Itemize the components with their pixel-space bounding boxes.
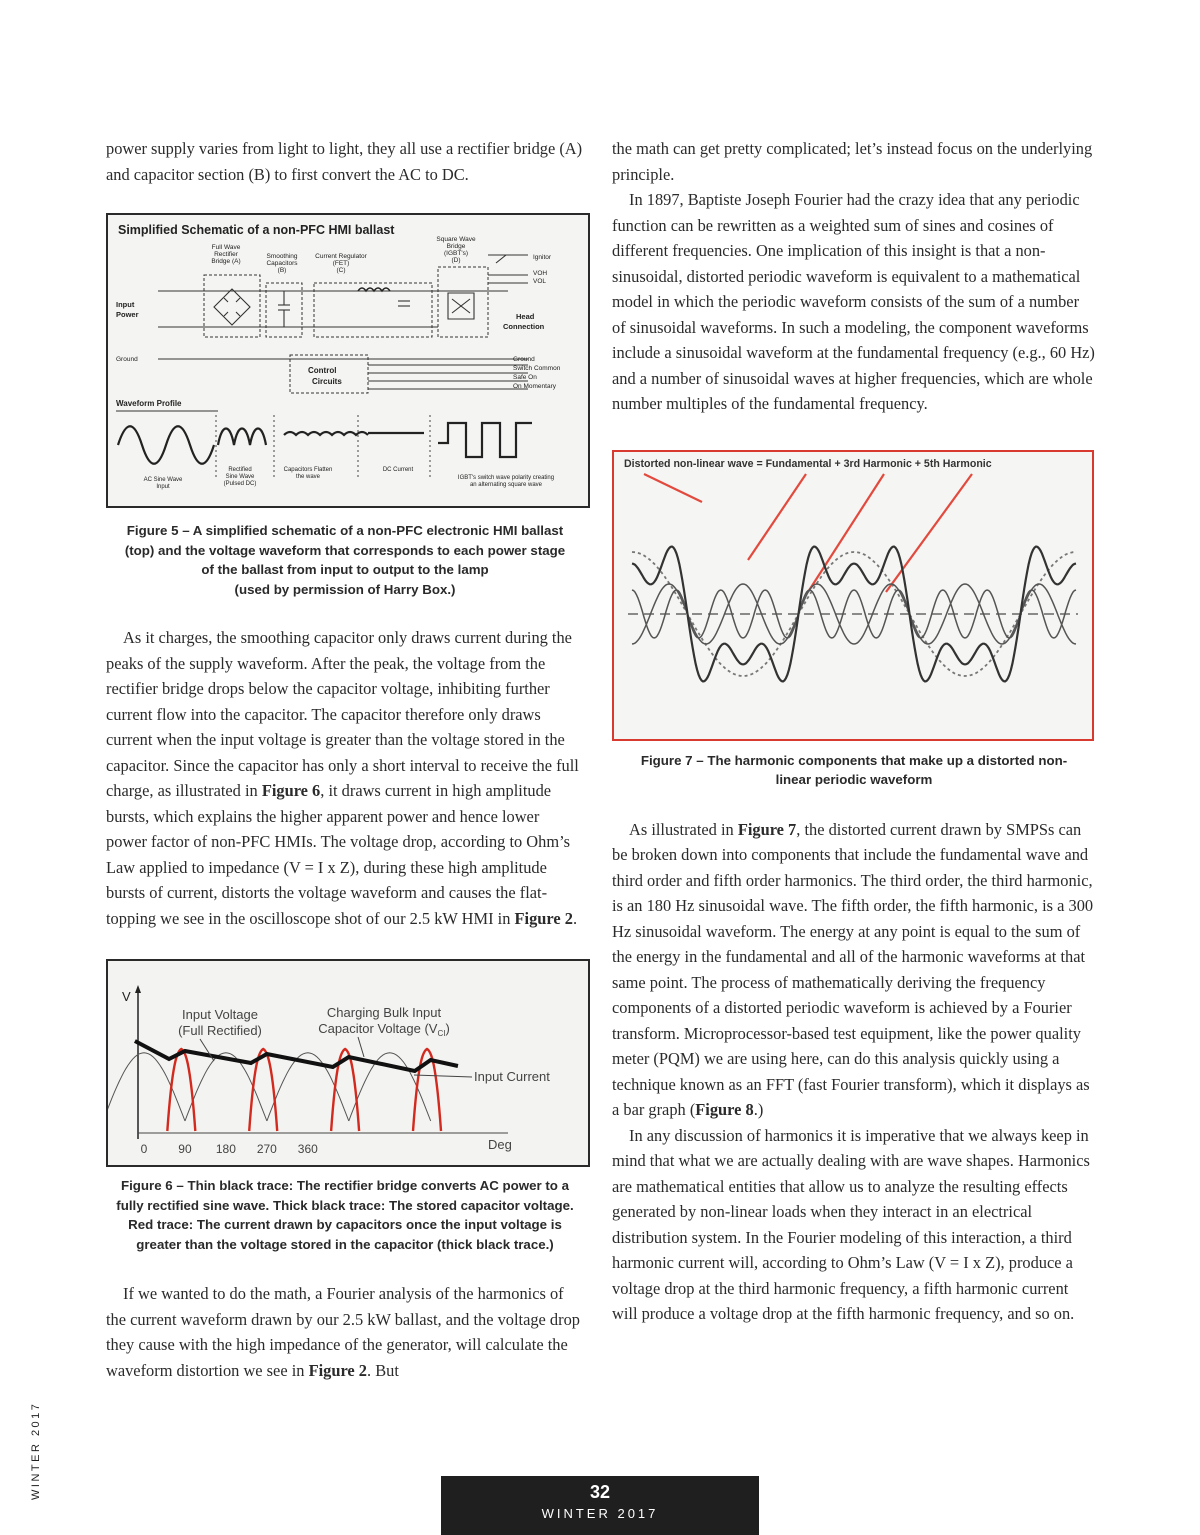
fig5-stage-caps-1: Capacitors Flatten [283,467,333,473]
page-footer [441,1476,759,1535]
text-run: As it charges, the smoothing capacitor only draws current during the peaks of the supply waveform. After the peak, the voltage from the rectifier bridge drops below the capacitor voltage, inhibiting further current flow into the capacitor. The capacitor therefore only draws current when the input voltage is greater than the voltage stored in the capacitor. Since the capacitor has only a short interval to receive the full charge, as illustrated in [106,628,579,800]
paragraph-harmonics: In any discussion of harmonics it is imperative that we always keep in mind that what we are actually dealing with are wave shapes. Harmonics are mathematical entities that allow us to analyze the resulting effects generated by non-linear loads when they interact in an electrical distribution system. In the Fourier modeling of this interaction, a third harmonic current will, according to Ohm’s Law (V = I x Z), produce a voltage drop at the third harmonic frequency, a fifth harmonic current will produce a voltage drop at the fifth harmonic frequency, and so on. [612,1125,1090,1323]
figure-5 [106,213,590,508]
fig5-label-vol: VOL [533,278,547,285]
fig5-label-control-1: Control [308,366,337,375]
fig5-label-bridge-2: Bridge [446,243,466,250]
fig5-label-input-1: Input [116,300,135,309]
fig5-caption-line-3: of the ballast from input to output to the lamp [201,562,489,577]
fig5-label-ground: Ground [116,356,138,363]
figure-5-schematic [108,215,588,506]
fig5-stage-rect-3: (Pulsed DC) [223,481,257,487]
fig5-label-regulator-3: (C) [336,267,346,274]
fig5-label-smoothing-2: Capacitors [266,260,298,267]
fig5-label-smoothing-1: Smoothing [266,253,298,260]
fig5-stage-ac-1: AC Sine Wave [143,477,183,483]
paragraph-illustrated [612,817,1096,1123]
figure-7-chart [614,452,1092,739]
paragraph-charging [106,625,584,931]
label-input-current: Input Current [474,1069,550,1084]
fig5-label-bridge-3: (IGBT's) [444,250,468,257]
fig5-label-voh: VOH [533,270,548,277]
figure-7-ref: Figure 7 [737,819,797,839]
fig6-caption-line-1: Figure 6 – Thin black trace: The rectifier bridge converts AC power to a [120,1178,570,1193]
text-run: . [572,908,578,928]
paragraph-intro: power supply varies from light to light, they all use a rectifier bridge (A) and capacitor section (B) to first convert the AC to DC. [106,139,583,184]
fig5-label-control-2: Circuits [312,377,342,386]
fig5-list-safe: Safe On [513,374,537,381]
fig5-label-regulator-2: (FET) [332,260,350,267]
x-tick-label: 180 [215,1142,236,1156]
text-run: , the distorted current drawn by SMPSs can be broken down into components that include the fundamental wave and third order and fifth order harmonics. The third order, the third harmonic, is an 180 Hz sinusoidal wave. The fifth order, the fifth harmonic, is a 300 Hz sinusoidal waveform. The energy at any point is equal to the sum of the energy in the fundamental and all of the harmonic waveforms at that same point. The process of mathematically deriving the frequency components of a distorted periodic waveform is achieved by a Fourier transform. Microprocessor-based test equipment, like the power quality meter (PQM) we are using here, can do this analysis quickly using a technique known as an FFT (fast Fourier transform), which it displays as a bar graph ( [612,819,1094,1119]
label-input-voltage-1: Input Voltage [182,1007,258,1022]
figure-5-caption [106,521,584,599]
fig7-caption-line-2: linear periodic waveform [775,772,933,787]
figure-6 [106,959,590,1167]
side-issue-label: WINTER 2017 [30,1401,42,1500]
text-run: , it draws current in high amplitude bursts, which explains the higher apparent power and hence lower power factor of non-PFC HMIs. The voltage drop, according to Ohm’s Law applied to impedance (V = I x Z), during these high amplitude bursts of current, distorts the voltage waveform and causes the flat-topping we see in the oscilloscope shot of our 2.5 kW HMI in [106,781,571,928]
fig5-stage-ac-2: Input [156,484,170,490]
issue-label: WINTER 2017 [541,1506,659,1521]
label-input-voltage-2: (Full Rectified) [178,1023,262,1038]
fig5-stage-caps-2: the wave [295,474,321,480]
x-tick-label: 360 [297,1142,318,1156]
figure-2-ref: Figure 2 [514,908,573,928]
fig5-waveform-profile: Waveform Profile [116,399,182,408]
fig5-label-smoothing-3: (B) [277,267,287,274]
x-tick-label: 270 [256,1142,277,1156]
fig5-label-bridge-4: (D) [451,257,461,264]
text-run: .) [753,1100,764,1119]
right-column [612,136,1096,1327]
paragraph-continuation: the math can get pretty complicated; let’s instead focus on the underlying principle. [612,139,1093,184]
text-run: Capacitor Voltage (V [318,1021,438,1036]
fig7-caption-line-1: Figure 7 – The harmonic components that make up a distorted non- [640,752,1068,768]
label-charging-2 [318,1021,450,1038]
figure-6-ref: Figure 6 [261,781,321,800]
label-charging-1: Charging Bulk Input [326,1005,442,1020]
text-run: As illustrated in [629,819,738,839]
figure-6-caption [106,1176,584,1254]
fig6-caption-line-2: fully rectified sine wave. Thick black trace: The stored capacitor voltage. [116,1197,574,1213]
x-tick-label: 90 [178,1142,192,1156]
fig6-caption-line-4: greater than the voltage stored in the capacitor (thick black trace.) [136,1236,554,1252]
page-number: 32 [589,1482,611,1502]
fig5-label-regulator-1: Current Regulator [315,253,367,260]
left-column [106,136,584,1383]
fig5-label-head-1: Head [516,312,535,321]
fig5-list-switch: Switch Common [513,365,561,372]
axis-v-label: V [122,989,131,1004]
text-run: If we wanted to do the math, a Fourier analysis of the harmonics of the current waveform drawn by our 2.5 kW ballast, and the voltage drop they cause with the high impedance of the generator, will calculate the waveform distortion we see in [106,1284,580,1380]
fig5-stage-rect-2: Sine Wave [225,474,255,480]
fig5-list-ground: Ground [513,356,535,363]
fig5-label-rectifier-3: Bridge (A) [211,258,241,265]
figure-7-caption [612,751,1096,790]
figure-6-chart [108,961,588,1165]
fig5-caption-line-1: Figure 5 – A simplified schematic of a non-PFC electronic HMI ballast [126,523,564,538]
fig5-label-bridge-1: Square Wave [436,236,476,243]
figure-8-ref: Figure 8 [695,1100,754,1119]
fig5-title: Simplified Schematic of a non-PFC HMI ballast [118,223,395,237]
fig5-stage-igbt-1: IGBT's switch wave polarity creating [457,475,555,481]
x-tick-label: 0 [140,1142,148,1156]
text-run: ) [445,1021,450,1036]
fig7-title: Distorted non-linear wave = Fundamental + 3rd Harmonic + 5th Harmonic [624,457,992,470]
subscript: CI [437,1029,446,1038]
figure-2-ref: Figure 2 [308,1360,367,1380]
fig5-label-head-2: Connection [503,322,545,331]
fig5-label-rectifier-2: Rectifier [214,251,238,258]
fig5-label-input-2: Power [116,310,139,319]
fig5-label-ignitor: Ignitor [533,254,552,261]
fig5-list-momentary: On Momentary [513,383,556,390]
figure-7 [612,450,1094,741]
paragraph-fourier: In 1897, Baptiste Joseph Fourier had the crazy idea that any periodic function can be rewritten as a weighted sum of sines and cosines of different frequencies. One implication of this insight is that a non-sinusoidal, distorted periodic waveform is equivalent to a mathematical model in which the periodic waveform consists of the sum of a number of sinusoidal waveforms. In such a modeling, the component waveforms include a sinusoidal waveform at the fundamental frequency (e.g., 60 Hz) and a number of sinusoidal waves at higher frequencies, which are whole number multiples of the fundamental frequency. [612,190,1095,413]
fig5-caption-line-4: (used by permission of Harry Box.) [234,581,456,597]
fig5-stage-rect-1: Rectified [228,467,252,473]
fig5-stage-igbt-2: an alternating square wave [469,482,543,488]
fig5-stage-dc: DC Current [382,467,414,473]
text-run: . But [367,1360,399,1380]
axis-deg-label: Deg [488,1137,512,1152]
fig6-caption-line-3: Red trace: The current drawn by capacitors once the input voltage is [128,1217,562,1232]
fig5-caption-line-2: (top) and the voltage waveform that corresponds to each power stage [124,542,566,558]
fig5-label-rectifier-1: Full Wave [211,244,241,251]
paragraph-math [106,1281,584,1383]
